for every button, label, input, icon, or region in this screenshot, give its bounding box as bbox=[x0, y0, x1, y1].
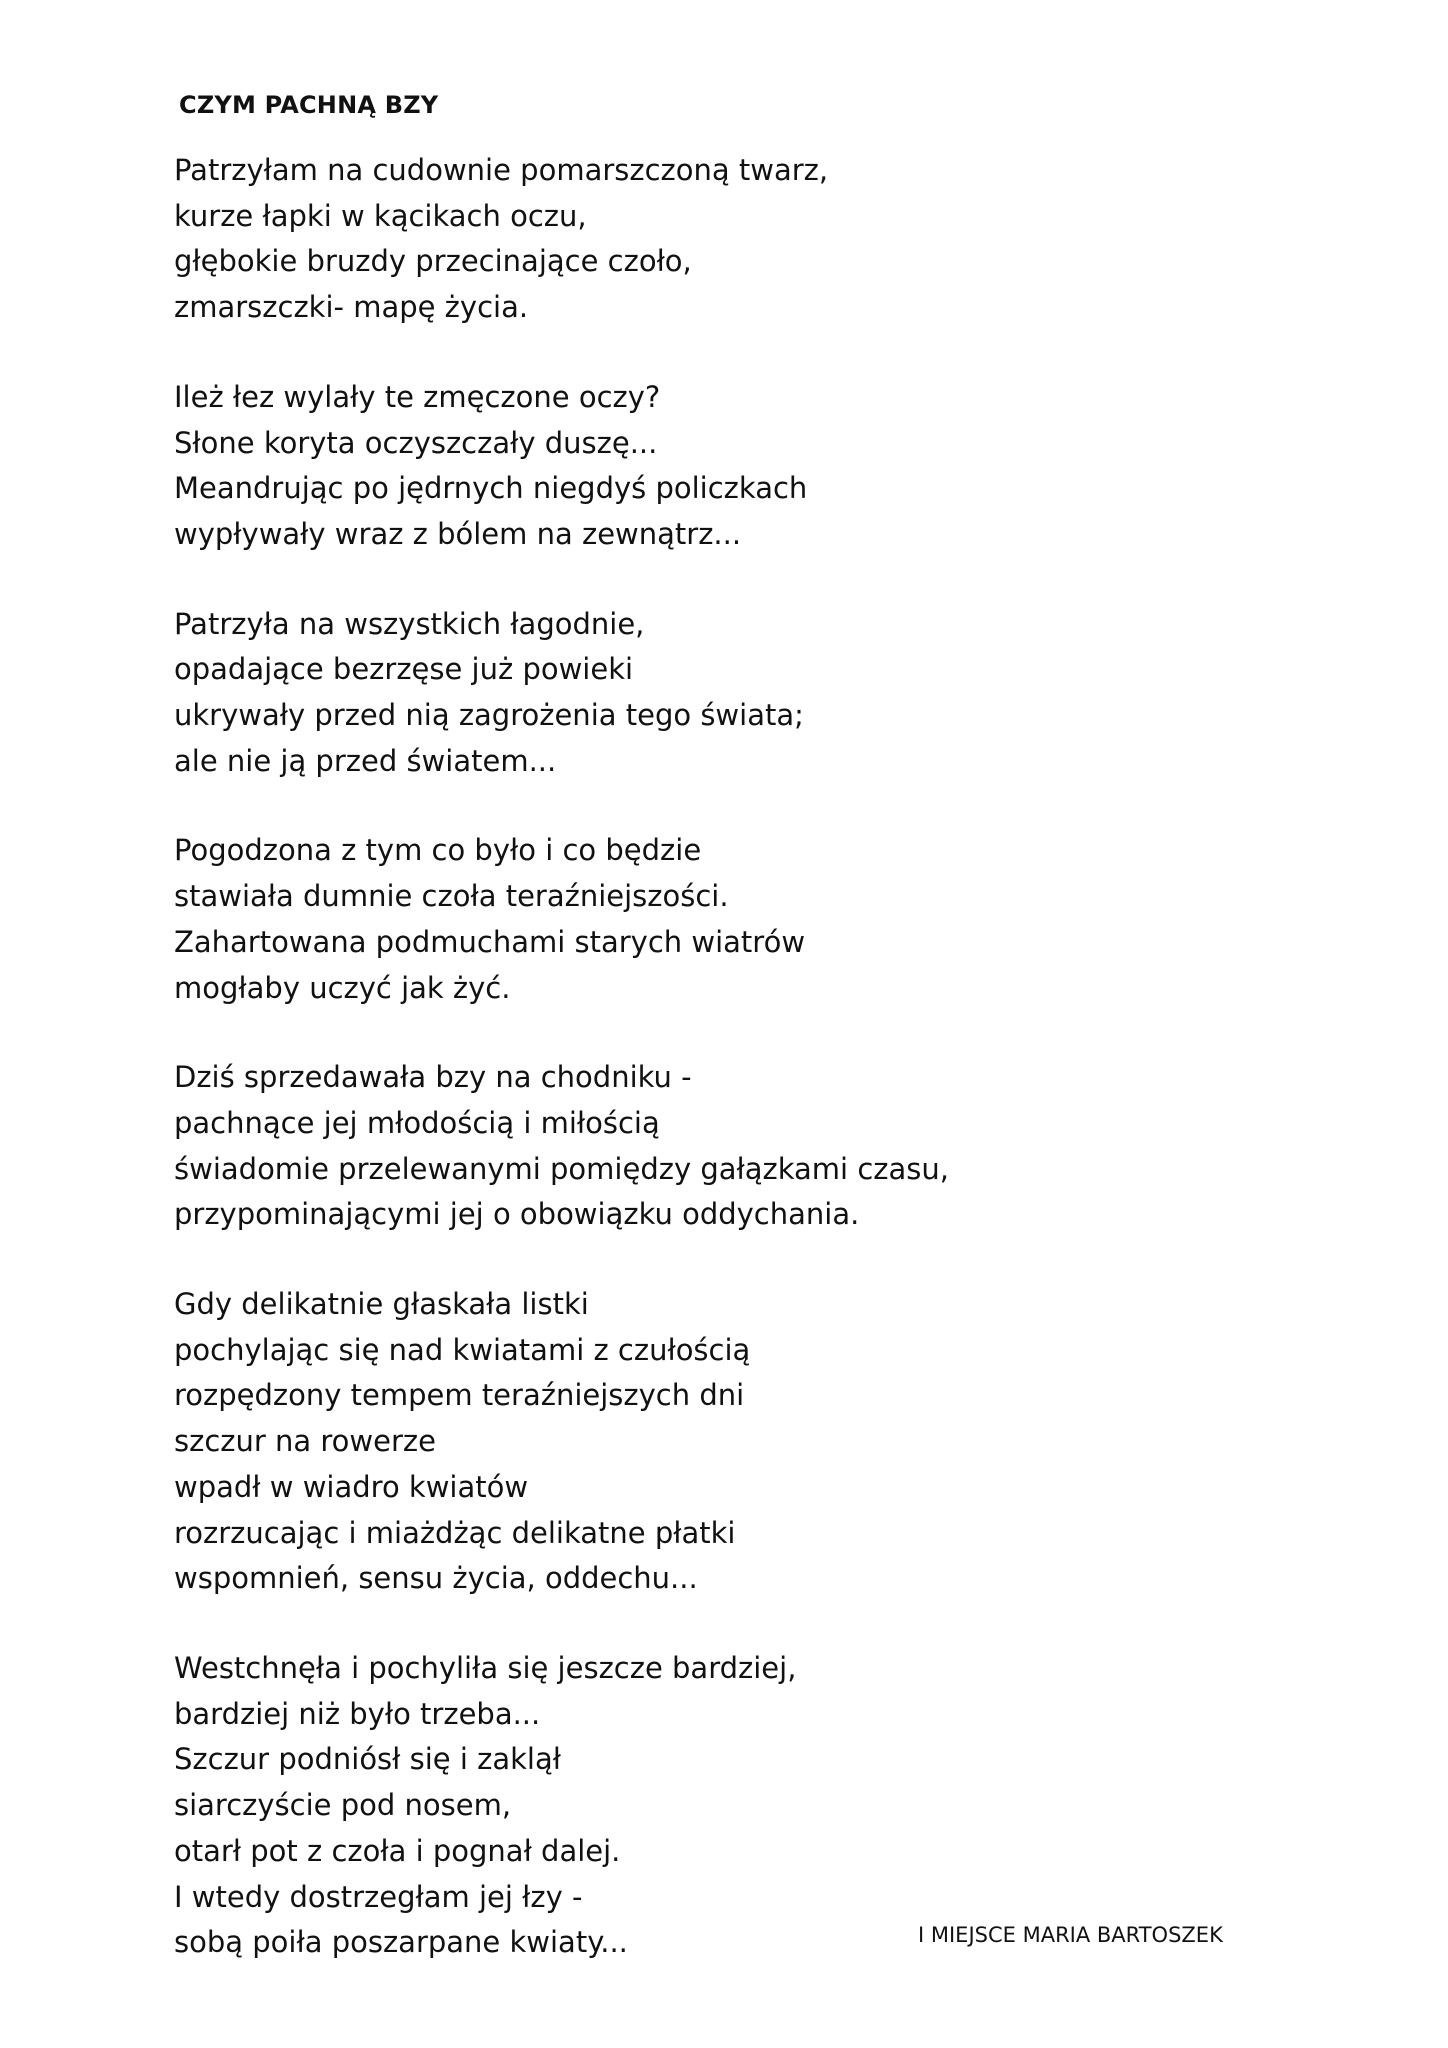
poem-line: otarł pot z czoła i pognał dalej. bbox=[174, 1833, 621, 1868]
poem-line: Gdy delikatnie głaskała listki bbox=[174, 1287, 589, 1322]
poem-line: Patrzyła na wszystkich łagodnie, bbox=[174, 606, 645, 641]
poem-line: pachnące jej młodością i miłością bbox=[174, 1105, 660, 1140]
poem-line: sobą poiła poszarpane kwiaty... bbox=[174, 1925, 628, 1960]
poem-line: szczur na rowerze bbox=[174, 1424, 436, 1459]
poem-line: zmarszczki- mapę życia. bbox=[174, 290, 529, 325]
poem-line: Westchnęła i pochyliła się jeszcze bardziej, bbox=[174, 1650, 797, 1685]
stanza bbox=[174, 602, 1174, 785]
poem-line: Dziś sprzedawała bzy na chodniku - bbox=[174, 1060, 692, 1095]
stanza bbox=[174, 1646, 1174, 1966]
poem-line: mogłaby uczyć jak żyć. bbox=[174, 970, 511, 1005]
poem-line: Ileż łez wylały te zmęczone oczy? bbox=[174, 379, 661, 414]
poem-line: Szczur podniósł się i zaklął bbox=[174, 1742, 561, 1777]
poem-line: siarczyście pod nosem, bbox=[174, 1788, 512, 1823]
poem-line: przypominającymi jej o obowiązku oddychania. bbox=[174, 1197, 860, 1232]
poem-line: I wtedy dostrzegłam jej łzy - bbox=[174, 1879, 583, 1914]
poem-line: kurze łapki w kącikach oczu, bbox=[174, 198, 587, 233]
poem-line: głębokie bruzdy przecinające czoło, bbox=[174, 244, 692, 279]
poem-line: pochylając się nad kwiatami z czułością bbox=[174, 1332, 751, 1367]
stanza bbox=[174, 375, 1174, 558]
stanza bbox=[174, 148, 1174, 331]
poem-line: opadające bezrzęse już powieki bbox=[174, 652, 634, 687]
poem-line: wypływały wraz z bólem na zewnątrz... bbox=[174, 516, 742, 551]
stanza bbox=[174, 828, 1174, 1011]
poem-line: Pogodzona z tym co było i co będzie bbox=[174, 833, 702, 868]
poem-line: ukrywały przed nią zagrożenia tego świata; bbox=[174, 698, 804, 733]
stanza bbox=[174, 1282, 1174, 1602]
poem-line: rozpędzony tempem teraźniejszych dni bbox=[174, 1378, 745, 1413]
poem-line: stawiała dumnie czoła teraźniejszości. bbox=[174, 879, 729, 914]
stanza bbox=[174, 1055, 1174, 1238]
poem-line: bardziej niż było trzeba... bbox=[174, 1696, 541, 1731]
poem-line: ale nie ją przed światem... bbox=[174, 743, 557, 778]
author-signature: I MIEJSCE MARIA BARTOSZEK bbox=[918, 1923, 1223, 1947]
poem-line: wspomnień, sensu życia, oddechu... bbox=[174, 1561, 698, 1596]
poem-line: świadomie przelewanymi pomiędzy gałązkami czasu, bbox=[174, 1151, 949, 1186]
poem-body bbox=[174, 148, 1174, 2010]
poem-line: Zahartowana podmuchami starych wiatrów bbox=[174, 924, 806, 959]
poem-line: Patrzyłam na cudownie pomarszczoną twarz, bbox=[174, 153, 829, 187]
poem-line: rozrzucając i miażdżąc delikatne płatki bbox=[174, 1515, 736, 1550]
poem-title: CZYM PACHNĄ BZY bbox=[179, 91, 439, 119]
poem-line: Meandrując po jędrnych niegdyś policzkach bbox=[174, 471, 808, 506]
poem-line: Słone koryta oczyszczały duszę... bbox=[174, 425, 658, 460]
poem-line: wpadł w wiadro kwiatów bbox=[174, 1469, 529, 1504]
